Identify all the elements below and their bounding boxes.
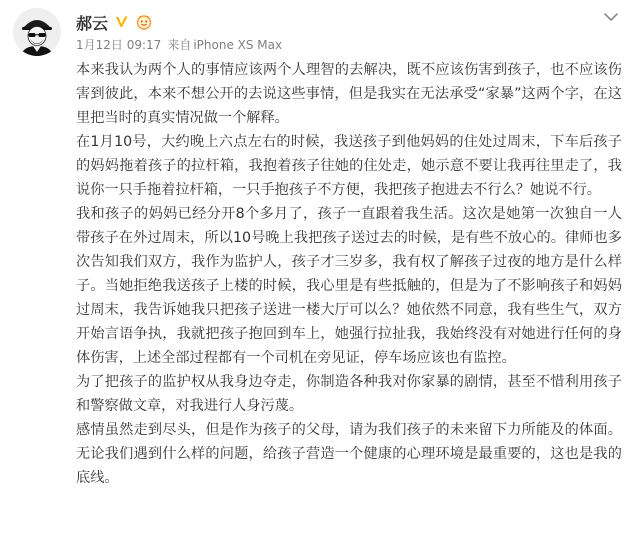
paragraph-5: 感情虽然走到尽头，但是作为孩子的父母，请为我们孩子的未来留下力所能及的体面。无论我们遇到什么样的问题，给孩子营造一个健康的心理环境是最重要的，这也是我的底线。 [76, 422, 622, 486]
source-prefix: 来自 [167, 38, 192, 52]
verified-icon[interactable] [114, 14, 130, 30]
paragraph-1: 本来我认为两个人的事情应该两个人理智的去解决，既不应该伤害到孩子，也不应该伤害到彼此，本来不想公开的去说这些事情，但是我实在无法承受“家暴”这两个字，在这里把当时的真实情况做一个解释。 [76, 62, 622, 126]
post-content [76, 58, 622, 490]
chevron-down-icon[interactable] [602, 8, 620, 26]
avatar-icon [13, 8, 61, 56]
paragraph-3: 我和孩子的妈妈已经分开8个多月了，孩子一直跟着我生活。这次是她第一次独自一人带孩子在外过周末，所以10号晚上我把孩子送过去的时候，是有些不放心的。律师也多次告知我们双方，我作为监护人，孩子才三岁多，我有权了解孩子过夜的地方是什么样子。当她拒绝我送孩子上楼的时候，我心里是有些抵触的，但是为了不影响孩子和妈妈过周末，我告诉她我只把孩子送进一楼大厅可以么？她依然不同意，我有些生气，双方开始言语争执，我就把孩子抱回到车上，她强行拉扯我，我始终没有对她进行任何的身体伤害，上述全部过程都有一个司机在旁见证，停车场应该也有监控。 [76, 206, 622, 366]
paragraph-4: 为了把孩子的监护权从我身边夺走，你制造各种我对你家暴的剧情，甚至不惜利用孩子和警察做文章，对我进行人身污蔑。 [76, 374, 622, 414]
post-date[interactable]: 1月12日 09:17 [76, 38, 162, 52]
post-source[interactable]: iPhone XS Max [193, 38, 283, 52]
avatar[interactable] [13, 8, 61, 56]
author-name[interactable]: 郝云 [76, 13, 109, 33]
post-meta [76, 36, 288, 53]
author-row [76, 11, 152, 33]
paragraph-2: 在1月10号，大约晚上六点左右的时候，我送孩子到他妈妈的住处过周末，下车后孩子的妈妈拖着孩子的拉杆箱，我抱着孩子往她的住处走，她示意不要让我再往里走了，我说你一只手拖着拉杆箱，一只手抱孩子不方便，我把孩子抱进去不行么？她说不行。 [76, 134, 622, 198]
fans-badge-icon[interactable] [136, 14, 152, 30]
